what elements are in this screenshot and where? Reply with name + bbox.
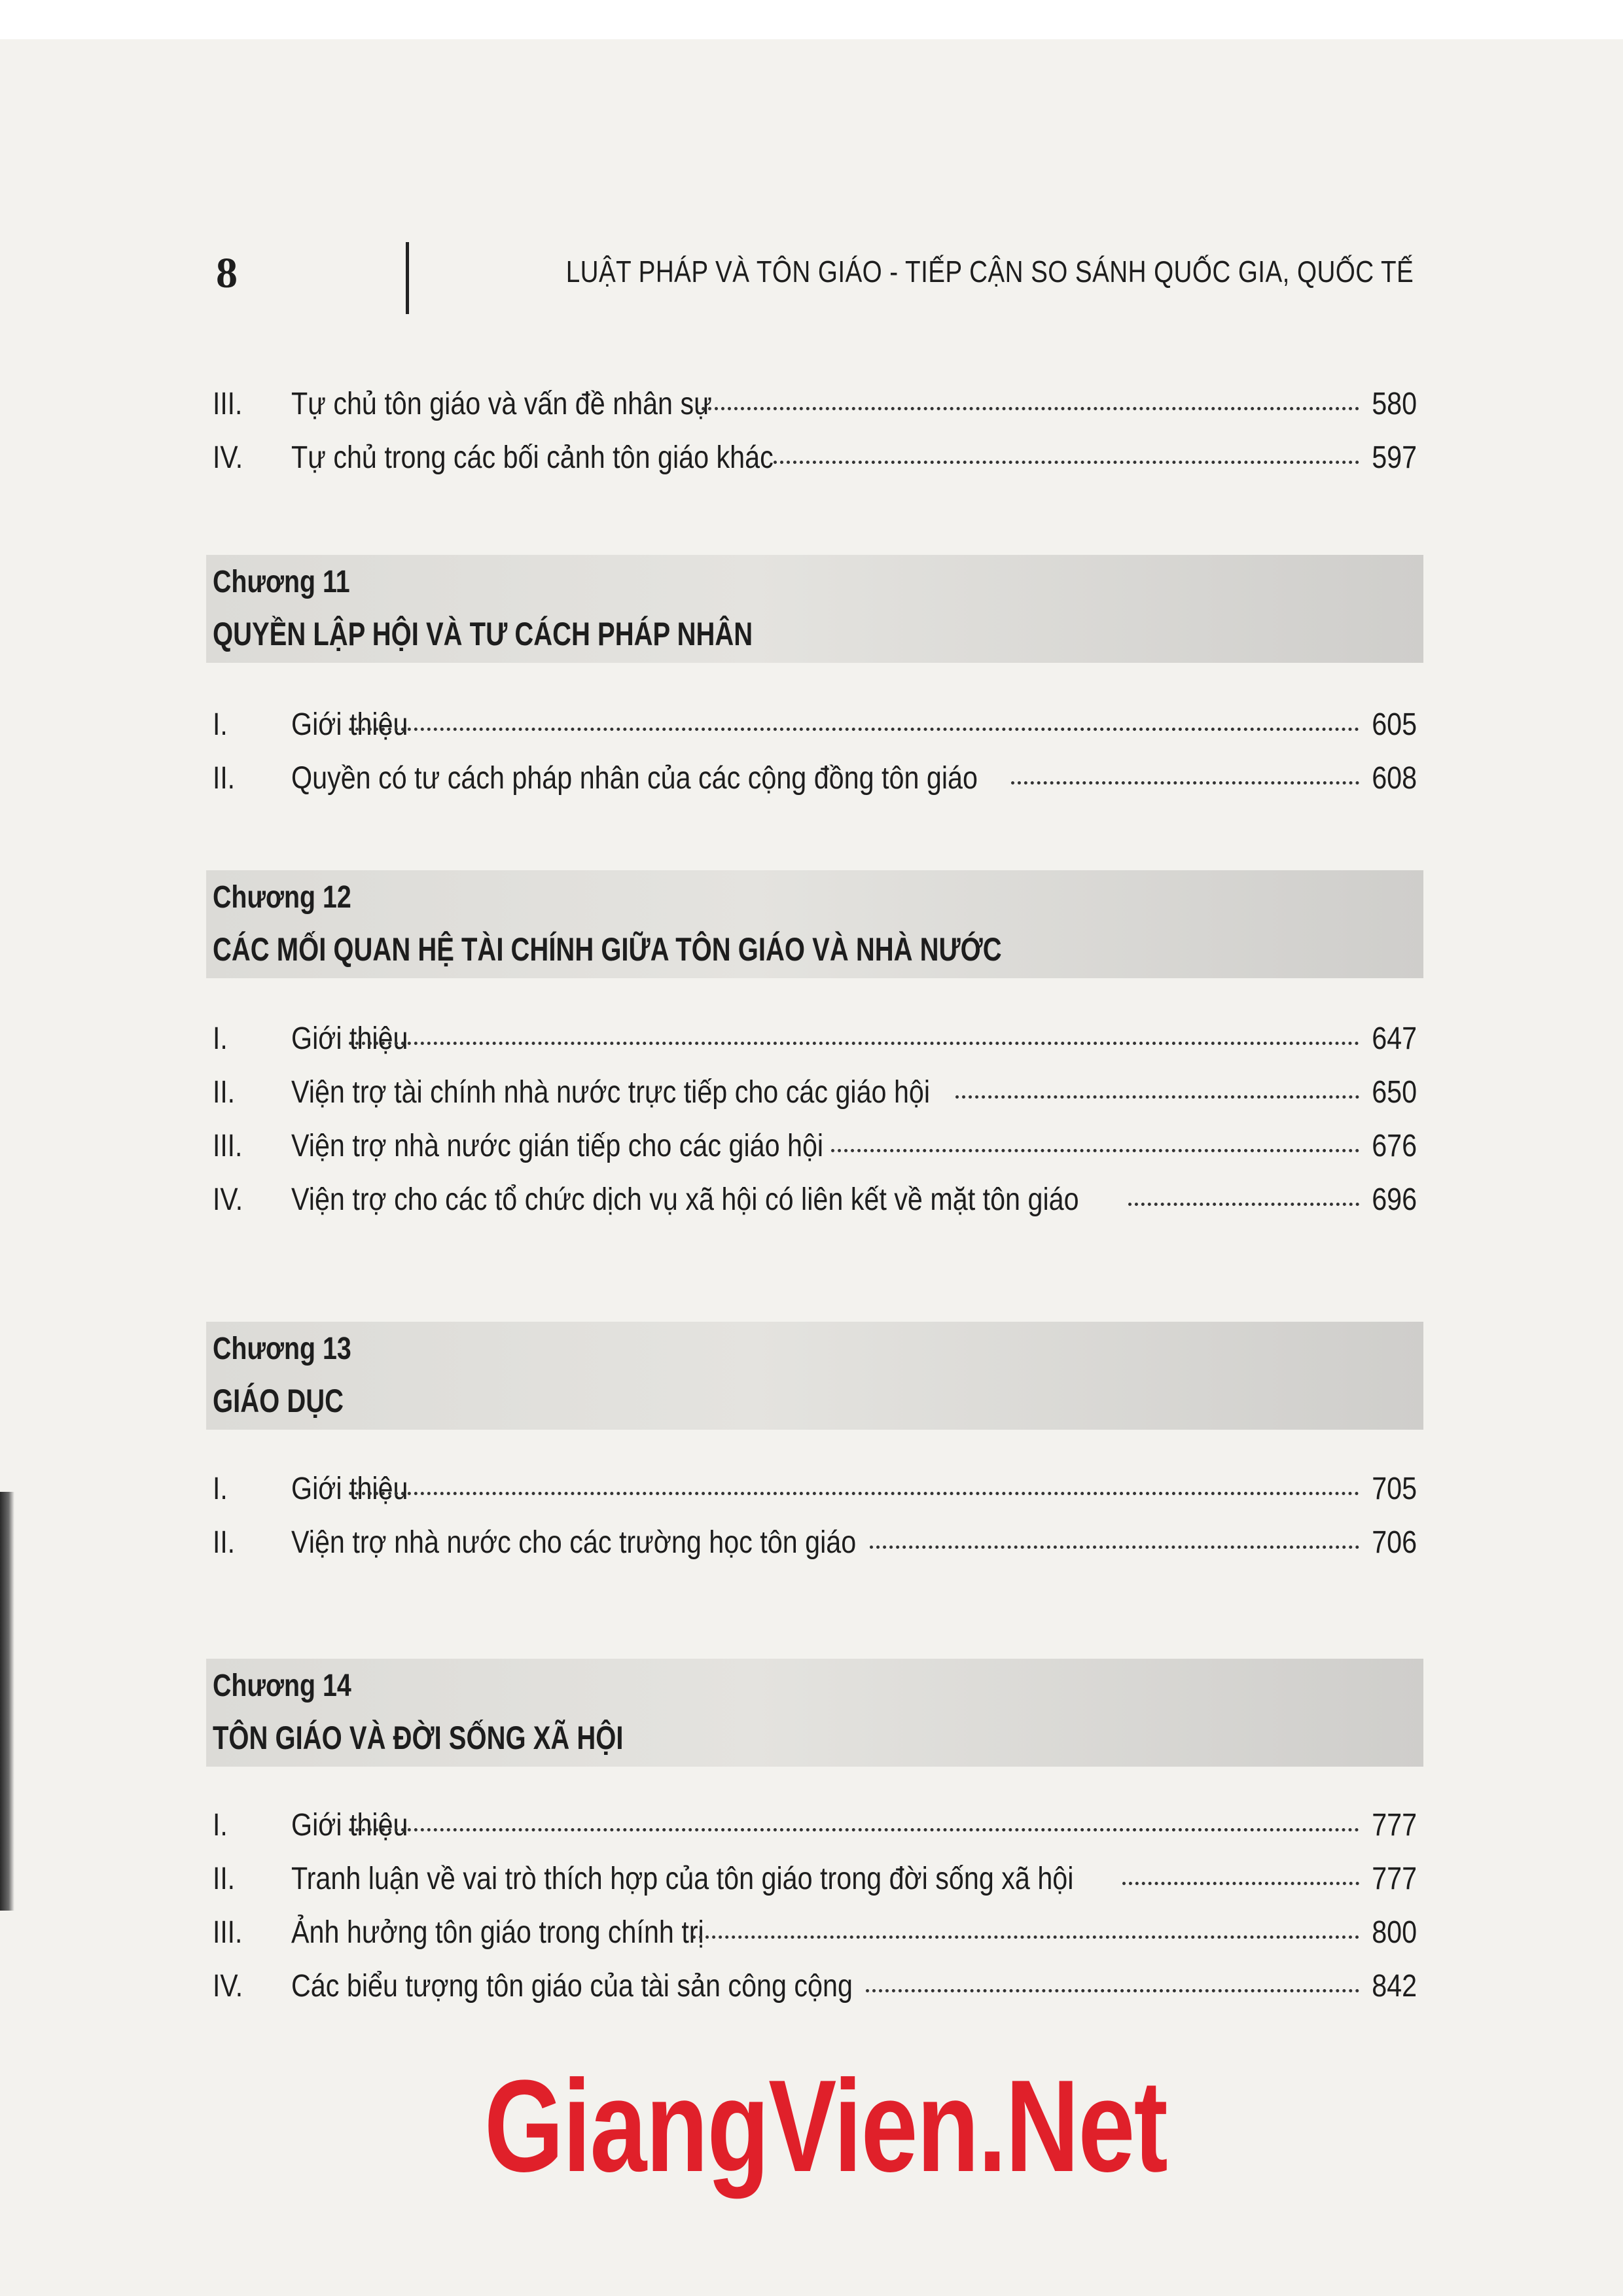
toc-entry-title: Ảnh hưởng tôn giáo trong chính trị: [291, 1915, 704, 1950]
toc-entry-number: I.: [213, 1808, 228, 1843]
toc-entry-page: 676: [1372, 1129, 1417, 1163]
toc-entry[interactable]: [213, 760, 1417, 806]
chapter-title: CÁC MỐI QUAN HỆ TÀI CHÍNH GIỮA TÔN GIÁO VÀ NHÀ NƯỚC: [213, 931, 1002, 968]
toc-entry[interactable]: [213, 1915, 1417, 1960]
toc-entry-number: III.: [213, 1915, 243, 1950]
toc-entry-number: II.: [213, 1075, 236, 1110]
toc-entry-number: III.: [213, 387, 243, 421]
toc-entry-page: 650: [1372, 1075, 1417, 1110]
scan-shadow: [0, 1492, 14, 1911]
chapter-label: Chương 13: [213, 1332, 351, 1366]
running-title: LUẬT PHÁP VÀ TÔN GIÁO - TIẾP CẬN SO SÁNH QUỐC GIA, QUỐC TẾ: [565, 255, 1414, 289]
chapter-heading-12[interactable]: [206, 870, 1423, 978]
toc-entry-title: Viện trợ cho các tổ chức dịch vụ xã hội có liên kết về mặt tôn giáo: [291, 1182, 1079, 1217]
dot-leader: [349, 1041, 1359, 1045]
toc-entry[interactable]: [213, 1807, 1417, 1853]
toc-entry-title: Giới thiệu: [291, 1021, 408, 1056]
toc-entry-title: Giới thiệu: [291, 707, 408, 742]
toc-entry[interactable]: [213, 1074, 1417, 1120]
toc-entry-page: 580: [1372, 387, 1417, 421]
toc-entry[interactable]: [213, 1525, 1417, 1570]
toc-entry-page: 777: [1372, 1808, 1417, 1843]
toc-entry[interactable]: [213, 707, 1417, 752]
dot-leader: [349, 1491, 1359, 1495]
toc-entry-page: 605: [1372, 707, 1417, 742]
toc-entry-page: 647: [1372, 1021, 1417, 1056]
dot-leader: [866, 1988, 1359, 1992]
chapter-heading-13[interactable]: [206, 1322, 1423, 1430]
dot-leader: [870, 1545, 1359, 1549]
chapter-heading-14[interactable]: [206, 1659, 1423, 1767]
toc-entry-number: I.: [213, 1021, 228, 1056]
toc-entry-number: III.: [213, 1129, 243, 1163]
toc-entry[interactable]: [213, 440, 1417, 486]
toc-entry-number: IV.: [213, 440, 243, 475]
toc-entry-number: IV.: [213, 1182, 243, 1217]
watermark-logo: GiangVien.Net: [484, 2053, 1168, 2199]
toc-entry-number: II.: [213, 1525, 236, 1560]
toc-entry-number: II.: [213, 1862, 236, 1896]
toc-entry-title: Viện trợ nhà nước cho các trường học tôn giáo: [291, 1525, 857, 1560]
toc-entry-number: I.: [213, 707, 228, 742]
chapter-title: GIÁO DỤC: [213, 1383, 344, 1419]
chapter-label: Chương 12: [213, 880, 351, 915]
page-top-edge: [0, 0, 1623, 39]
toc-entry-title: Tự chủ tôn giáo và vấn đề nhân sự: [291, 387, 712, 421]
dot-leader: [702, 406, 1359, 410]
toc-entry-title: Quyền có tư cách pháp nhân của các cộng đồng tôn giáo: [291, 761, 978, 796]
dot-leader: [692, 1935, 1359, 1939]
toc-entry-title: Viện trợ tài chính nhà nước trực tiếp cho các giáo hội: [291, 1075, 931, 1110]
toc-entry[interactable]: [213, 1471, 1417, 1517]
page-header: [216, 242, 1414, 321]
toc-entry[interactable]: [213, 1968, 1417, 2014]
toc-entry-title: Viện trợ nhà nước gián tiếp cho các giáo hội: [291, 1129, 824, 1163]
toc-entry-number: I.: [213, 1472, 228, 1506]
page-number: 8: [216, 249, 238, 297]
dot-leader: [955, 1095, 1359, 1099]
toc-entry-page: 696: [1372, 1182, 1417, 1217]
dot-leader: [774, 460, 1359, 464]
toc-entry-page: 706: [1372, 1525, 1417, 1560]
toc-entry-title: Tranh luận về vai trò thích hợp của tôn giáo trong đời sống xã hội: [291, 1862, 1074, 1896]
chapter-title: TÔN GIÁO VÀ ĐỜI SỐNG XÃ HỘI: [213, 1720, 624, 1756]
toc-entry-title: Giới thiệu: [291, 1808, 408, 1843]
dot-leader: [831, 1148, 1359, 1152]
chapter-label: Chương 11: [213, 565, 350, 599]
dot-leader: [349, 1828, 1359, 1831]
toc-entry-page: 777: [1372, 1862, 1417, 1896]
toc-entry[interactable]: [213, 1182, 1417, 1227]
toc-entry[interactable]: [213, 1128, 1417, 1174]
toc-entry-page: 800: [1372, 1915, 1417, 1950]
toc-entry[interactable]: [213, 1861, 1417, 1907]
dot-leader: [349, 727, 1359, 731]
toc-entry-title: Các biểu tượng tôn giáo của tài sản công cộng: [291, 1969, 853, 2004]
toc-entry[interactable]: [213, 386, 1417, 432]
toc-entry-title: Giới thiệu: [291, 1472, 408, 1506]
toc-entry-page: 705: [1372, 1472, 1417, 1506]
toc-entry-title: Tự chủ trong các bối cảnh tôn giáo khác: [291, 440, 774, 475]
toc-entry-number: II.: [213, 761, 236, 796]
toc-entry-page: 597: [1372, 440, 1417, 475]
header-divider: [406, 242, 409, 314]
toc-entry[interactable]: [213, 1021, 1417, 1067]
dot-leader: [1011, 781, 1359, 785]
toc-entry-page: 608: [1372, 761, 1417, 796]
chapter-title: QUYỀN LẬP HỘI VÀ TƯ CÁCH PHÁP NHÂN: [213, 616, 753, 652]
dot-leader: [1122, 1881, 1359, 1885]
toc-entry-page: 842: [1372, 1969, 1417, 2004]
toc-entry-number: IV.: [213, 1969, 243, 2004]
chapter-heading-11[interactable]: [206, 555, 1423, 663]
chapter-label: Chương 14: [213, 1669, 351, 1703]
dot-leader: [1128, 1202, 1359, 1206]
